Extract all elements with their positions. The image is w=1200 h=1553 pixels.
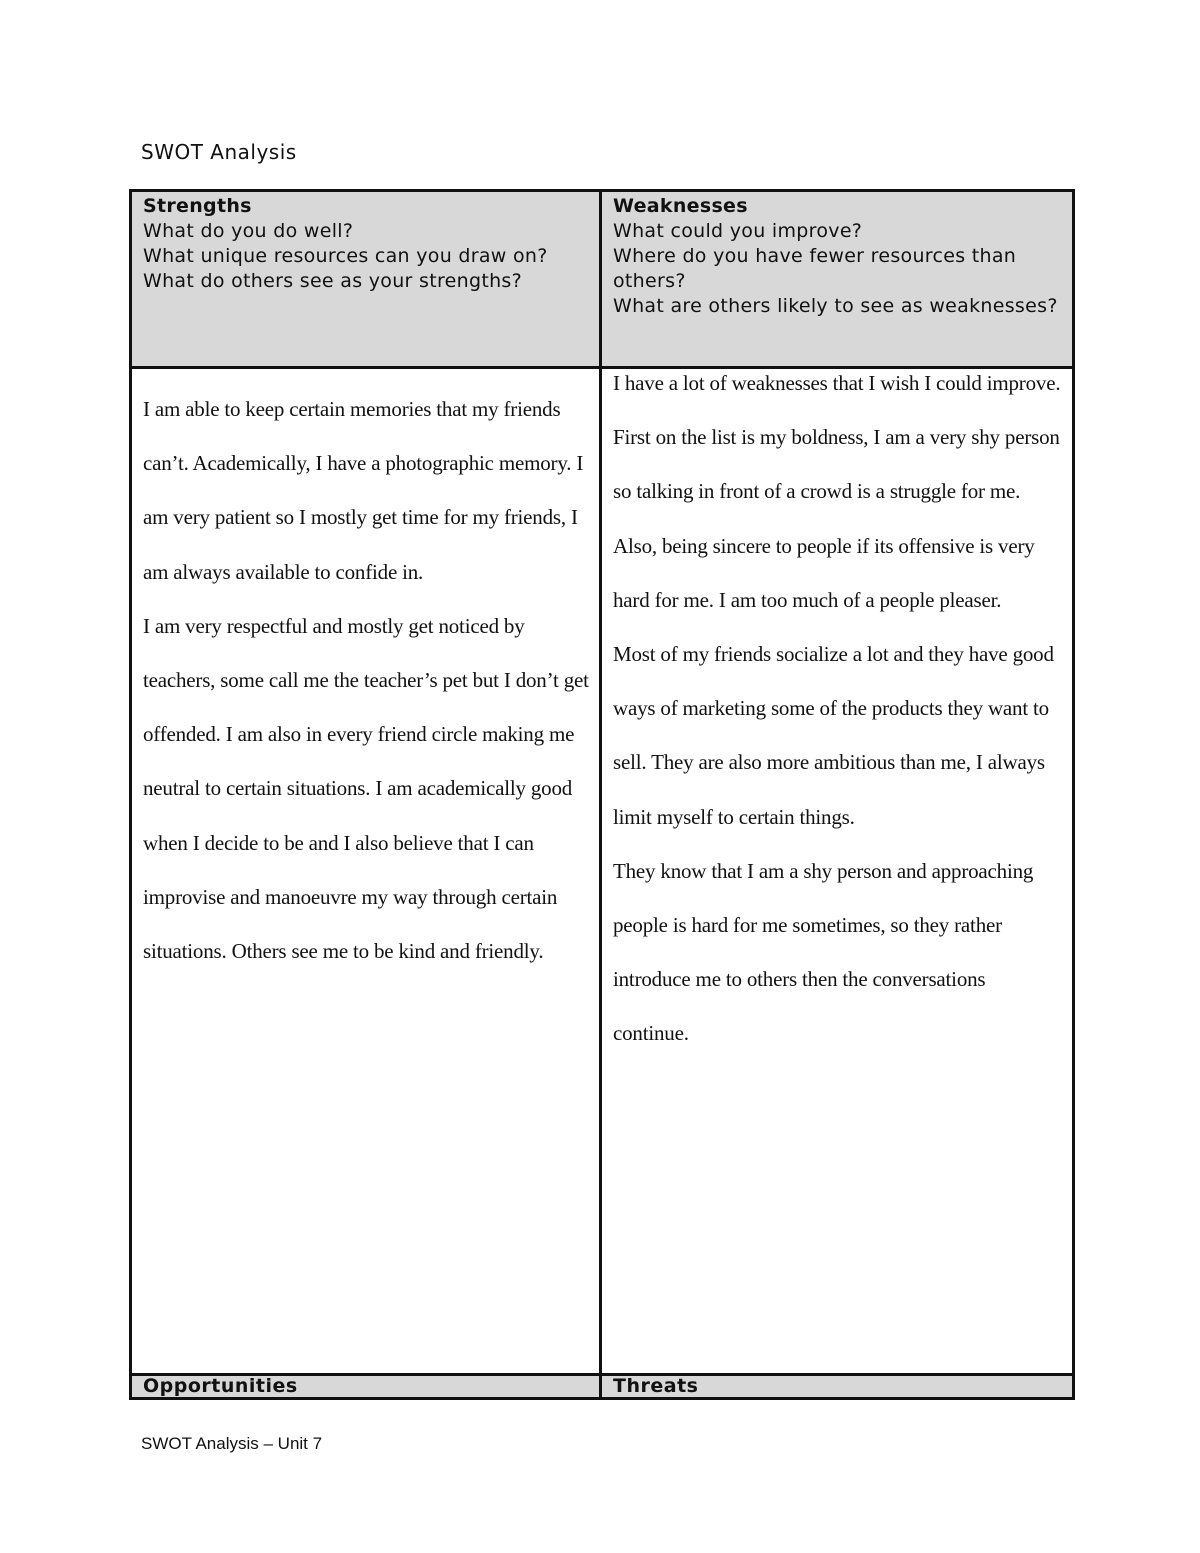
header-row <box>131 191 1074 368</box>
answers-row <box>131 368 1074 1375</box>
weaknesses-question: What could you improve? <box>613 220 863 242</box>
threats-header-cell <box>601 1375 1074 1399</box>
bottom-row <box>131 1375 1074 1399</box>
swot-table <box>129 189 1075 1400</box>
weaknesses-answer-cell <box>601 368 1074 1375</box>
weaknesses-question: What are others likely to see as weaknesses? <box>613 295 1058 317</box>
strengths-answer-cell <box>131 368 601 1375</box>
threats-heading: Threats <box>613 1375 699 1397</box>
strengths-heading: Strengths <box>143 195 252 217</box>
page-footer: SWOT Analysis – Unit 7 <box>141 1434 323 1453</box>
strengths-answer <box>132 369 599 978</box>
weaknesses-paragraph: They know that I am a shy person and approaching people is hard for me sometimes, so they rather introduce me to others then the conversations continue. <box>613 858 1034 1046</box>
strengths-question: What do others see as your strengths? <box>143 270 523 292</box>
opportunities-heading: Opportunities <box>143 1375 298 1397</box>
strengths-question: What do you do well? <box>143 220 354 242</box>
strengths-question: What unique resources can you draw on? <box>143 245 548 267</box>
opportunities-header-cell <box>131 1375 601 1399</box>
weaknesses-paragraph: I have a lot of weaknesses that I wish I could improve. First on the list is my boldness, I am a very shy person so talking in front of a crowd is a struggle for me. Also, being sincere to people if its offensive is very hard for me. I am too much of a people pleaser. <box>613 371 1061 612</box>
weaknesses-header-cell <box>601 191 1074 368</box>
weaknesses-heading: Weaknesses <box>613 195 748 217</box>
strengths-paragraph: I am very respectful and mostly get noticed by teachers, some call me the teacher’s pet but I don’t get offended. I am also in every friend circle making me neutral to certain situations. I am academically good when I decide to be and I also believe that I can improvise and manoeuvre my way through certain situations. Others see me to be kind and friendly. <box>143 613 589 964</box>
strengths-paragraph: I am able to keep certain memories that my friends can’t. Academically, I have a photographic memory. I am very patient so I mostly get time for my friends, I am always available to confide in. <box>143 397 584 584</box>
weaknesses-answer <box>602 356 1072 1061</box>
page-title: SWOT Analysis <box>141 140 297 164</box>
strengths-header-cell <box>131 191 601 368</box>
weaknesses-paragraph: Most of my friends socialize a lot and they have good ways of marketing some of the products they want to sell. They are also more ambitious than me, I always limit myself to certain things. <box>613 642 1054 829</box>
weaknesses-question: Where do you have fewer resources than others? <box>613 245 1017 292</box>
